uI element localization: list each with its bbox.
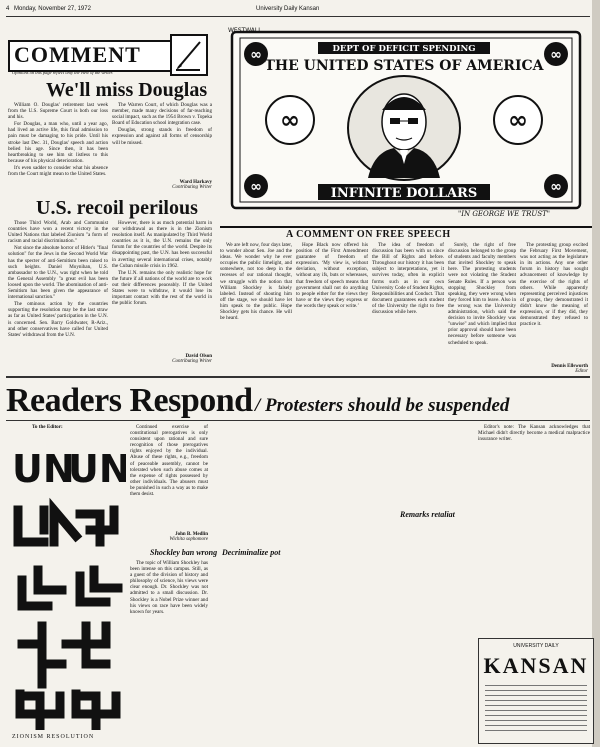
remarks-heading: Remarks retaliat bbox=[400, 510, 455, 519]
speech-column-1 bbox=[220, 242, 292, 372]
page-header bbox=[6, 6, 590, 14]
paragraph: Hope Black now offered his position of the First Amendment guarantee of freedom of expression. ‘My view is, without deviation, without exception, without any ifs, buts or whereases, that freedom of speech means that government shall not do anything to people either for the views they have or the views they express or the words they speak or write.’ bbox=[296, 242, 368, 309]
page-number: 4 bbox=[6, 6, 10, 12]
readers-respond-title: Readers Respond bbox=[6, 382, 253, 419]
paragraph: The ominous action by the countries supporting the resolution may be the last straw as far as United States' participation in the U.N. is concerned. Sen. Barry Goldwater, R-Ariz., and other conservatives have called for United States' withdrawal from the U.N. bbox=[8, 301, 108, 338]
un-column-2 bbox=[112, 220, 212, 352]
page-date: Monday, November 27, 1972 bbox=[14, 6, 91, 12]
letter-column-2b bbox=[130, 560, 208, 740]
letter-1-signature bbox=[130, 532, 208, 542]
masthead-top: UNIVERSITY DAILY bbox=[513, 643, 559, 649]
douglas-column-2 bbox=[112, 102, 212, 180]
paragraph: The protesting group excited the February First Movement, was not acting as the legislature in its actions. Any one other forum in history has sought advancement of knowledge by the exercise of the rights of others. While apparently representing perceived injustices of groups, they demonstrated it didn't know the meaning of expression, or if they did, they demonstrated they refused to practice it. bbox=[520, 242, 588, 328]
cartoon-denomination: INFINITE DOLLARS bbox=[330, 186, 478, 201]
paragraph: We are left now, four days later, to wonder about Sen. Joe and the ideas. We wonder why he ever occupies the public limelight, and somewhere, not too deep in the recesses of our rational thought, we struggle with the notion that William Shockley is falsely labeled. Instead of shouting him off the stage, we should have let him speak to the public. Hope Shockley gets his chance. He will be heard. bbox=[220, 242, 292, 322]
svg-text:∞: ∞ bbox=[280, 106, 300, 134]
letter-column-3 bbox=[212, 424, 292, 540]
speech-column-2 bbox=[296, 242, 368, 372]
svg-text:∞: ∞ bbox=[550, 47, 562, 63]
headline-douglas: We'll miss Douglas bbox=[46, 79, 208, 101]
speech-column-3 bbox=[372, 242, 444, 372]
cartoon-banner-text: DEPT OF DEFICIT SPENDING bbox=[332, 44, 476, 54]
paragraph: Surely, the right of free discussion belonged to the group of students and faculty members that invited Shockley to speak here. The protesting students were not violating the Student Senate Rules. If a person was stopping Shockley from speaking, they were wrong when they forced him to leave. Also in the wrong was the University administration, which said the decision to invite Shockley was "unwise" and which implied that prior approval should have been necessary before someone was scheduled to speak. bbox=[448, 242, 516, 346]
headline-free-speech: A COMMENT ON FREE SPEECH bbox=[286, 229, 451, 240]
paragraph: Not since the absolute horror of Hitler's "final solution" for the Jews in the Second World War has the specter of anti-Semitism been raised to such heights. Daniel Moynihan, U.S. ambassador to the U.N., was right when he told the General Assembly "a great evil has been loosed upon the world. The abomination of anti-Semitism has been given the appearance of international sanction." bbox=[8, 245, 108, 301]
paper-name: University Daily Kansan bbox=[256, 6, 320, 12]
paragraph: William O. Douglas' retirement last week from the U.S. Supreme Court is both our loss and his. bbox=[8, 102, 108, 121]
svg-text:∞: ∞ bbox=[250, 179, 262, 195]
cartoon-country-text: THE UNITED STATES OF AMERICA bbox=[264, 58, 544, 74]
letter-to-editor-1: To the Editor: bbox=[32, 424, 63, 430]
letter-1-signature-role: Wichita sophomore bbox=[169, 537, 208, 542]
paragraph: The Warren Court, of which Douglas was a member, made many decisions of far-reaching social impact, such as the 1954 Brown v. Topeka Board of Education school integration case. bbox=[112, 102, 212, 127]
cartoon-motto: "IN GEORGE WE TRUST" bbox=[457, 210, 551, 218]
svg-text:∞: ∞ bbox=[550, 179, 562, 195]
speech-signature-role: Editor bbox=[575, 369, 588, 374]
paragraph: The U.N. remains the only realistic hope for the future if all nations of the world are to work out their differences peaceably. If the United States were to withdraw, it would lose its important contact with the rest of the world in the public forum. bbox=[112, 269, 212, 307]
un-signature-name: David Olson bbox=[185, 354, 212, 359]
decriminalize-heading: Decriminalize pot bbox=[222, 548, 281, 557]
letter-1-lead bbox=[8, 432, 94, 438]
svg-text:UN: UN bbox=[12, 447, 75, 491]
paragraph: Editor's note: The Kansan acknowledges that Michael didn't directly become a medical malpractice insurance writer. bbox=[478, 424, 590, 443]
paragraph: Douglas, strong stands in freedom of expression and against all forms of censorship will be missed. bbox=[112, 127, 212, 146]
deficit-dollar-cartoon bbox=[218, 24, 590, 220]
comment-subtitle: Opinions on this page reflect only the view of the writer. bbox=[12, 70, 113, 75]
paragraph: Those Third World, Arab and Communist countries have won a recent victory in the United Nations that labeled Zionism "a form of racism and racial discrimination." bbox=[8, 220, 108, 245]
page-edge bbox=[592, 0, 600, 747]
kansan-masthead bbox=[478, 638, 594, 744]
letter-column-4 bbox=[296, 424, 382, 740]
un-signature bbox=[112, 354, 212, 364]
cartoon-artist: WESTWALL bbox=[228, 27, 262, 34]
speech-column-5 bbox=[520, 242, 588, 364]
comment-pen-icon bbox=[170, 34, 208, 76]
art-caption: ZIONISM RESOLUTION bbox=[12, 734, 95, 740]
zionism-resolution-art bbox=[10, 430, 126, 730]
douglas-signature-name: Ward Harkavy bbox=[179, 180, 212, 185]
letter-1-signature-name: John B. Medlin bbox=[175, 532, 208, 537]
header-rule bbox=[6, 16, 590, 17]
un-column-1 bbox=[8, 220, 108, 370]
comment-banner bbox=[8, 40, 172, 72]
svg-text:∞: ∞ bbox=[508, 106, 528, 134]
speech-signature-name: Dennis Ellsworth bbox=[551, 364, 588, 369]
douglas-signature-role: Contributing Writer bbox=[172, 185, 212, 190]
letter-column-6 bbox=[478, 424, 590, 634]
headline-un: U.S. recoil perilous bbox=[36, 197, 198, 219]
paragraph: The idea of freedom of discussion has been with us since the Bill of Rights and before. Throughout our history it has been subject to interpretations, yet it survives today, often in explicit forms such as in our own University Code of Student Rights, Responsibilities and Conduct. That document guarantees each student of the University the right to free discussion while here. bbox=[372, 242, 444, 316]
comment-title: COMMENT bbox=[14, 42, 141, 67]
letter-column-5 bbox=[386, 424, 474, 508]
readers-respond-subtitle: / Protesters should be suspended bbox=[255, 395, 510, 416]
letter-column-3b bbox=[212, 560, 292, 740]
paragraph: Continued exercise of constitutional prerogatives is only consistent upon rational and sure recognition of those prerogatives rights enjoyed by the individual. Abuse of these rights, e.g., freedom of peaceable assembly, cannot be tolerated when such abuse comes at the expense of rights possessed by other individuals. The abusers must be punished in such a way as to make them desist. bbox=[130, 424, 208, 498]
svg-text:∞: ∞ bbox=[250, 47, 262, 63]
douglas-column-1 bbox=[8, 102, 108, 198]
shockley-ban-heading: Shockley ban wrong bbox=[150, 548, 218, 557]
paragraph: For Douglas, a man who, until a year ago, had lived an active life, this final admission to pain must be damaging to his pride. Until his stroke last Dec. 31, Douglas' speech and action belied his age. Since then, it has been heartbreaking to see him sit listless to this because of his physical deterioration. bbox=[8, 121, 108, 164]
readers-top-rule bbox=[6, 376, 590, 378]
masthead-staff-list bbox=[485, 681, 587, 735]
douglas-signature bbox=[112, 180, 212, 190]
speech-signature bbox=[520, 364, 588, 374]
paragraph: The topic of William Shockley has been intense on this campus. Still, as a guest of the division of history and philosophy of science, his views were clear enough. Dr. Shockley was not admitted to a small discussion. Dr. Shockley is a Nobel Prize winner and his views on race have been widely known for years. bbox=[130, 560, 208, 615]
paragraph: It's even sadder to consider what his absence from the Court might mean to the United States. bbox=[8, 164, 108, 178]
speech-rule bbox=[220, 226, 592, 228]
paragraph: However, there is as much potential harm in our withdrawal as there is in the Zionism resolution itself. As manipulated by Third World countries as it is, the U.N. remains the only forum for the countries of the world. Despite its disappointing past, the U.N. has been successful in averting several international crises, notably the Cuban missile crisis in 1962. bbox=[112, 220, 212, 269]
masthead-title: KANSAN bbox=[483, 653, 589, 678]
letter-column-5b bbox=[386, 522, 474, 740]
un-signature-role: Contributing Writer bbox=[172, 359, 212, 364]
readers-bottom-rule bbox=[6, 420, 590, 421]
letter-column-2 bbox=[130, 424, 208, 534]
speech-column-4 bbox=[448, 242, 516, 372]
svg-text:UN: UN bbox=[68, 447, 126, 491]
